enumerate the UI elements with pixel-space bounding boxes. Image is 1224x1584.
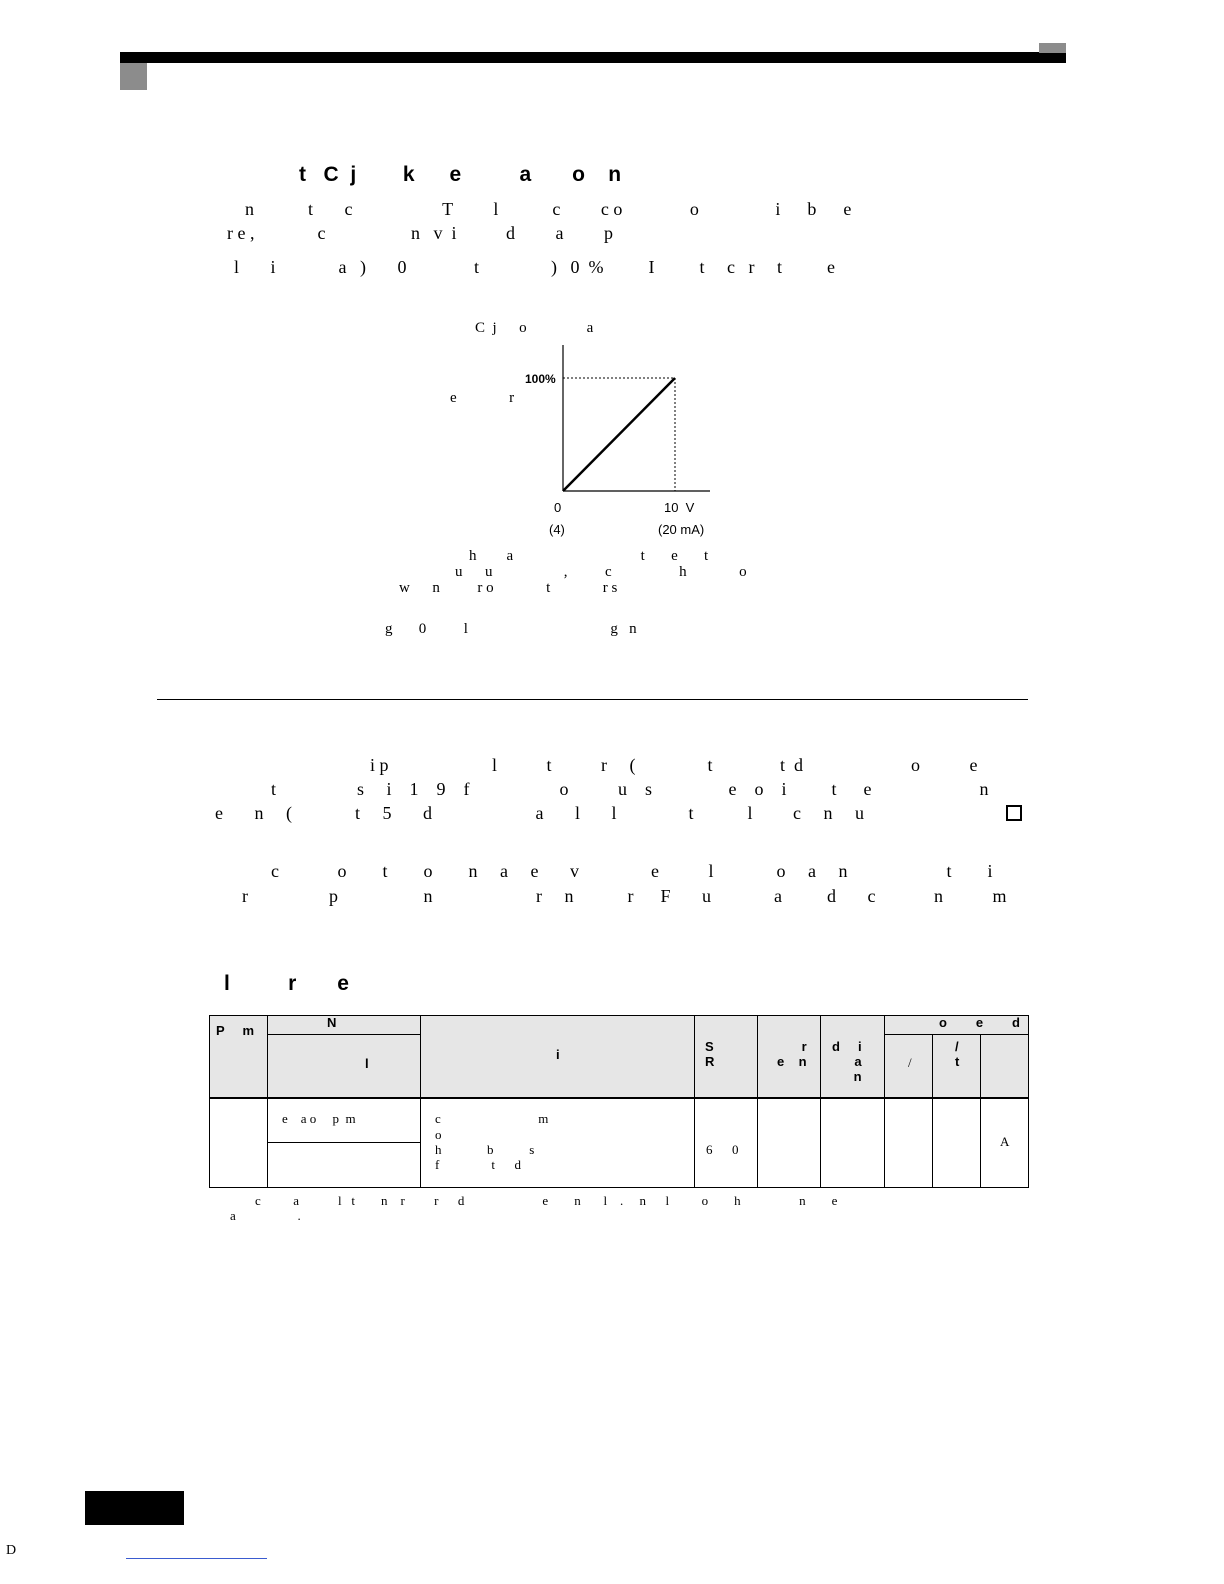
graph-note: u u , c h o xyxy=(455,564,747,580)
paragraph-line: c o t o n a e v e l o a n t i xyxy=(271,861,993,881)
td-m3-label: A xyxy=(1000,1134,1010,1149)
td-name-1-label: e a o p m xyxy=(282,1111,356,1126)
th-name-sub xyxy=(267,1034,421,1098)
td-desc-line: c m xyxy=(435,1111,549,1126)
paragraph-line: i p l t r ( t t d o e xyxy=(370,755,978,775)
td-param xyxy=(209,1097,268,1188)
y-tick-100: 100% xyxy=(525,372,556,386)
divider-rule xyxy=(157,699,1028,700)
footer-link-underline[interactable] xyxy=(126,1558,267,1559)
graph-note: h a t e t xyxy=(469,548,709,564)
paragraph-line: l i a ) 0 t ) 0 % I t c r t e xyxy=(234,257,835,277)
td-name-2 xyxy=(267,1142,421,1188)
th-name-top xyxy=(267,1015,421,1035)
page-letter: D xyxy=(6,1543,17,1558)
page-number-block xyxy=(85,1491,184,1525)
paragraph-line: n t c T l c c o o i b e xyxy=(245,199,852,219)
th-factory-label: r e n xyxy=(777,1039,807,1069)
x-tick-0-sub: (4) xyxy=(549,522,565,537)
graph-note: w n r o t r s xyxy=(399,580,618,596)
td-desc-line: h b s xyxy=(435,1142,535,1157)
table-note: c a l t n r r d e n l . n l o h n e xyxy=(255,1193,838,1208)
section-heading: t C j k e a o n xyxy=(299,163,622,186)
th-change-label: d i a n xyxy=(832,1039,862,1084)
th-param-label: P m xyxy=(216,1023,255,1038)
td-desc-line: f t d xyxy=(435,1157,521,1172)
td-m2 xyxy=(932,1097,981,1188)
th-desc-label: i xyxy=(556,1047,560,1062)
th-range-label: S R xyxy=(705,1039,715,1069)
th-method-c xyxy=(980,1034,1029,1098)
td-change xyxy=(820,1097,885,1188)
th-name-sub-label: l xyxy=(365,1056,369,1071)
th-method-b-label: / t xyxy=(955,1039,960,1069)
td-m1 xyxy=(884,1097,933,1188)
x-tick-max-sub: (20 mA) xyxy=(658,522,705,537)
paragraph-line: r p n r n r F u a d c n m xyxy=(242,886,1007,906)
header-tab-right xyxy=(1039,43,1066,53)
th-methods-label: o e d xyxy=(939,1015,1020,1030)
paragraph-line: t s i 1 9 f o u s e o i t e n xyxy=(271,779,989,799)
x-tick-0: 0 xyxy=(554,500,562,515)
th-range xyxy=(694,1015,758,1098)
parameter-table xyxy=(209,1015,1029,1188)
paragraph-line: e n ( t 5 d a l l t l c n u xyxy=(215,803,864,823)
square-symbol xyxy=(1006,805,1022,821)
table-heading: l r e xyxy=(224,972,349,995)
td-desc-line: o xyxy=(435,1127,442,1142)
graph-title: C j o a xyxy=(475,320,594,336)
characteristic-line xyxy=(563,378,675,491)
td-range-label: 6 0 xyxy=(706,1142,739,1157)
paragraph-line: r e , c n v i d a p xyxy=(227,223,613,243)
th-name-top-label: N xyxy=(327,1015,337,1030)
graph-note: g 0 l g n xyxy=(385,621,637,637)
x-tick-max: 10 V xyxy=(664,500,695,515)
header-bar xyxy=(120,52,1066,63)
header-tab-left xyxy=(120,63,147,90)
th-method-a-label: / xyxy=(908,1055,912,1070)
graph-y-label: e r xyxy=(450,390,515,406)
td-factory xyxy=(757,1097,821,1188)
table-note: a . xyxy=(230,1208,301,1223)
